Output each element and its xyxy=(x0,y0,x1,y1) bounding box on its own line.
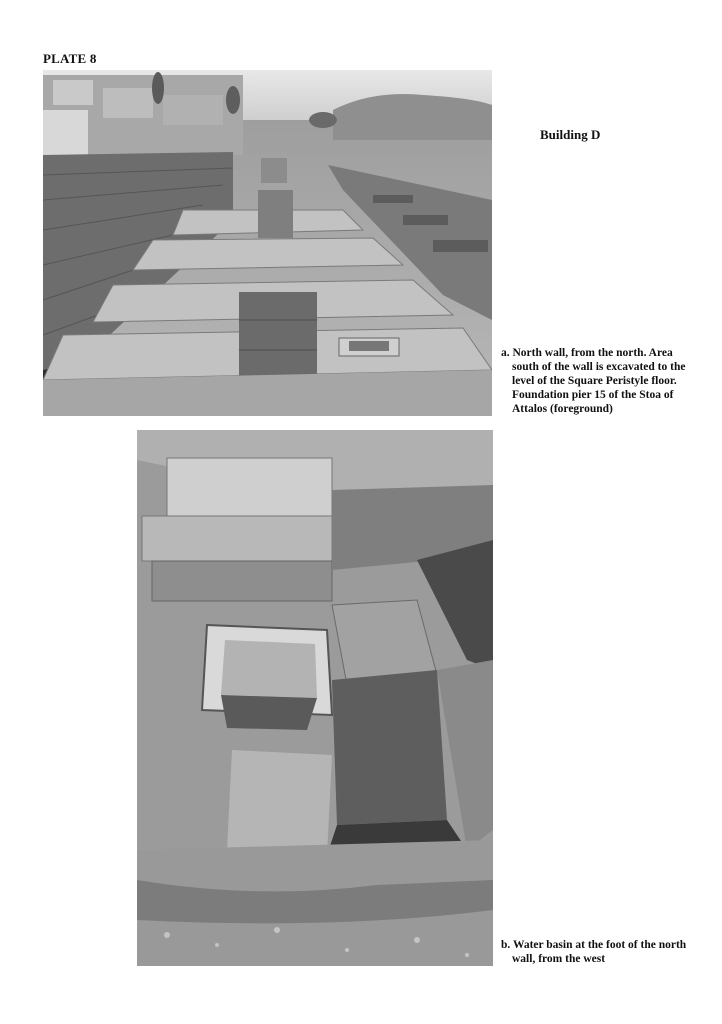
photo-north-wall-image xyxy=(43,70,492,416)
photo-water-basin-image xyxy=(137,430,493,966)
caption-b-text: Water basin at the foot of the north wall, from the west xyxy=(512,939,687,965)
photo-water-basin xyxy=(137,430,493,966)
photo-north-wall xyxy=(43,70,492,416)
caption-b-letter: b. xyxy=(501,939,511,951)
building-title: Building D xyxy=(540,127,601,142)
caption-figure-a xyxy=(501,346,691,416)
plate-label: PLATE 8 xyxy=(43,51,97,66)
caption-a-text: North wall, from the north. Area south of the wall is excavated to the level of the Square Peristyle floor. Foundation pier 15 of the Stoa of Attalos (foreground) xyxy=(512,347,686,415)
caption-figure-b xyxy=(501,938,691,966)
caption-a-letter: a. xyxy=(501,347,510,359)
